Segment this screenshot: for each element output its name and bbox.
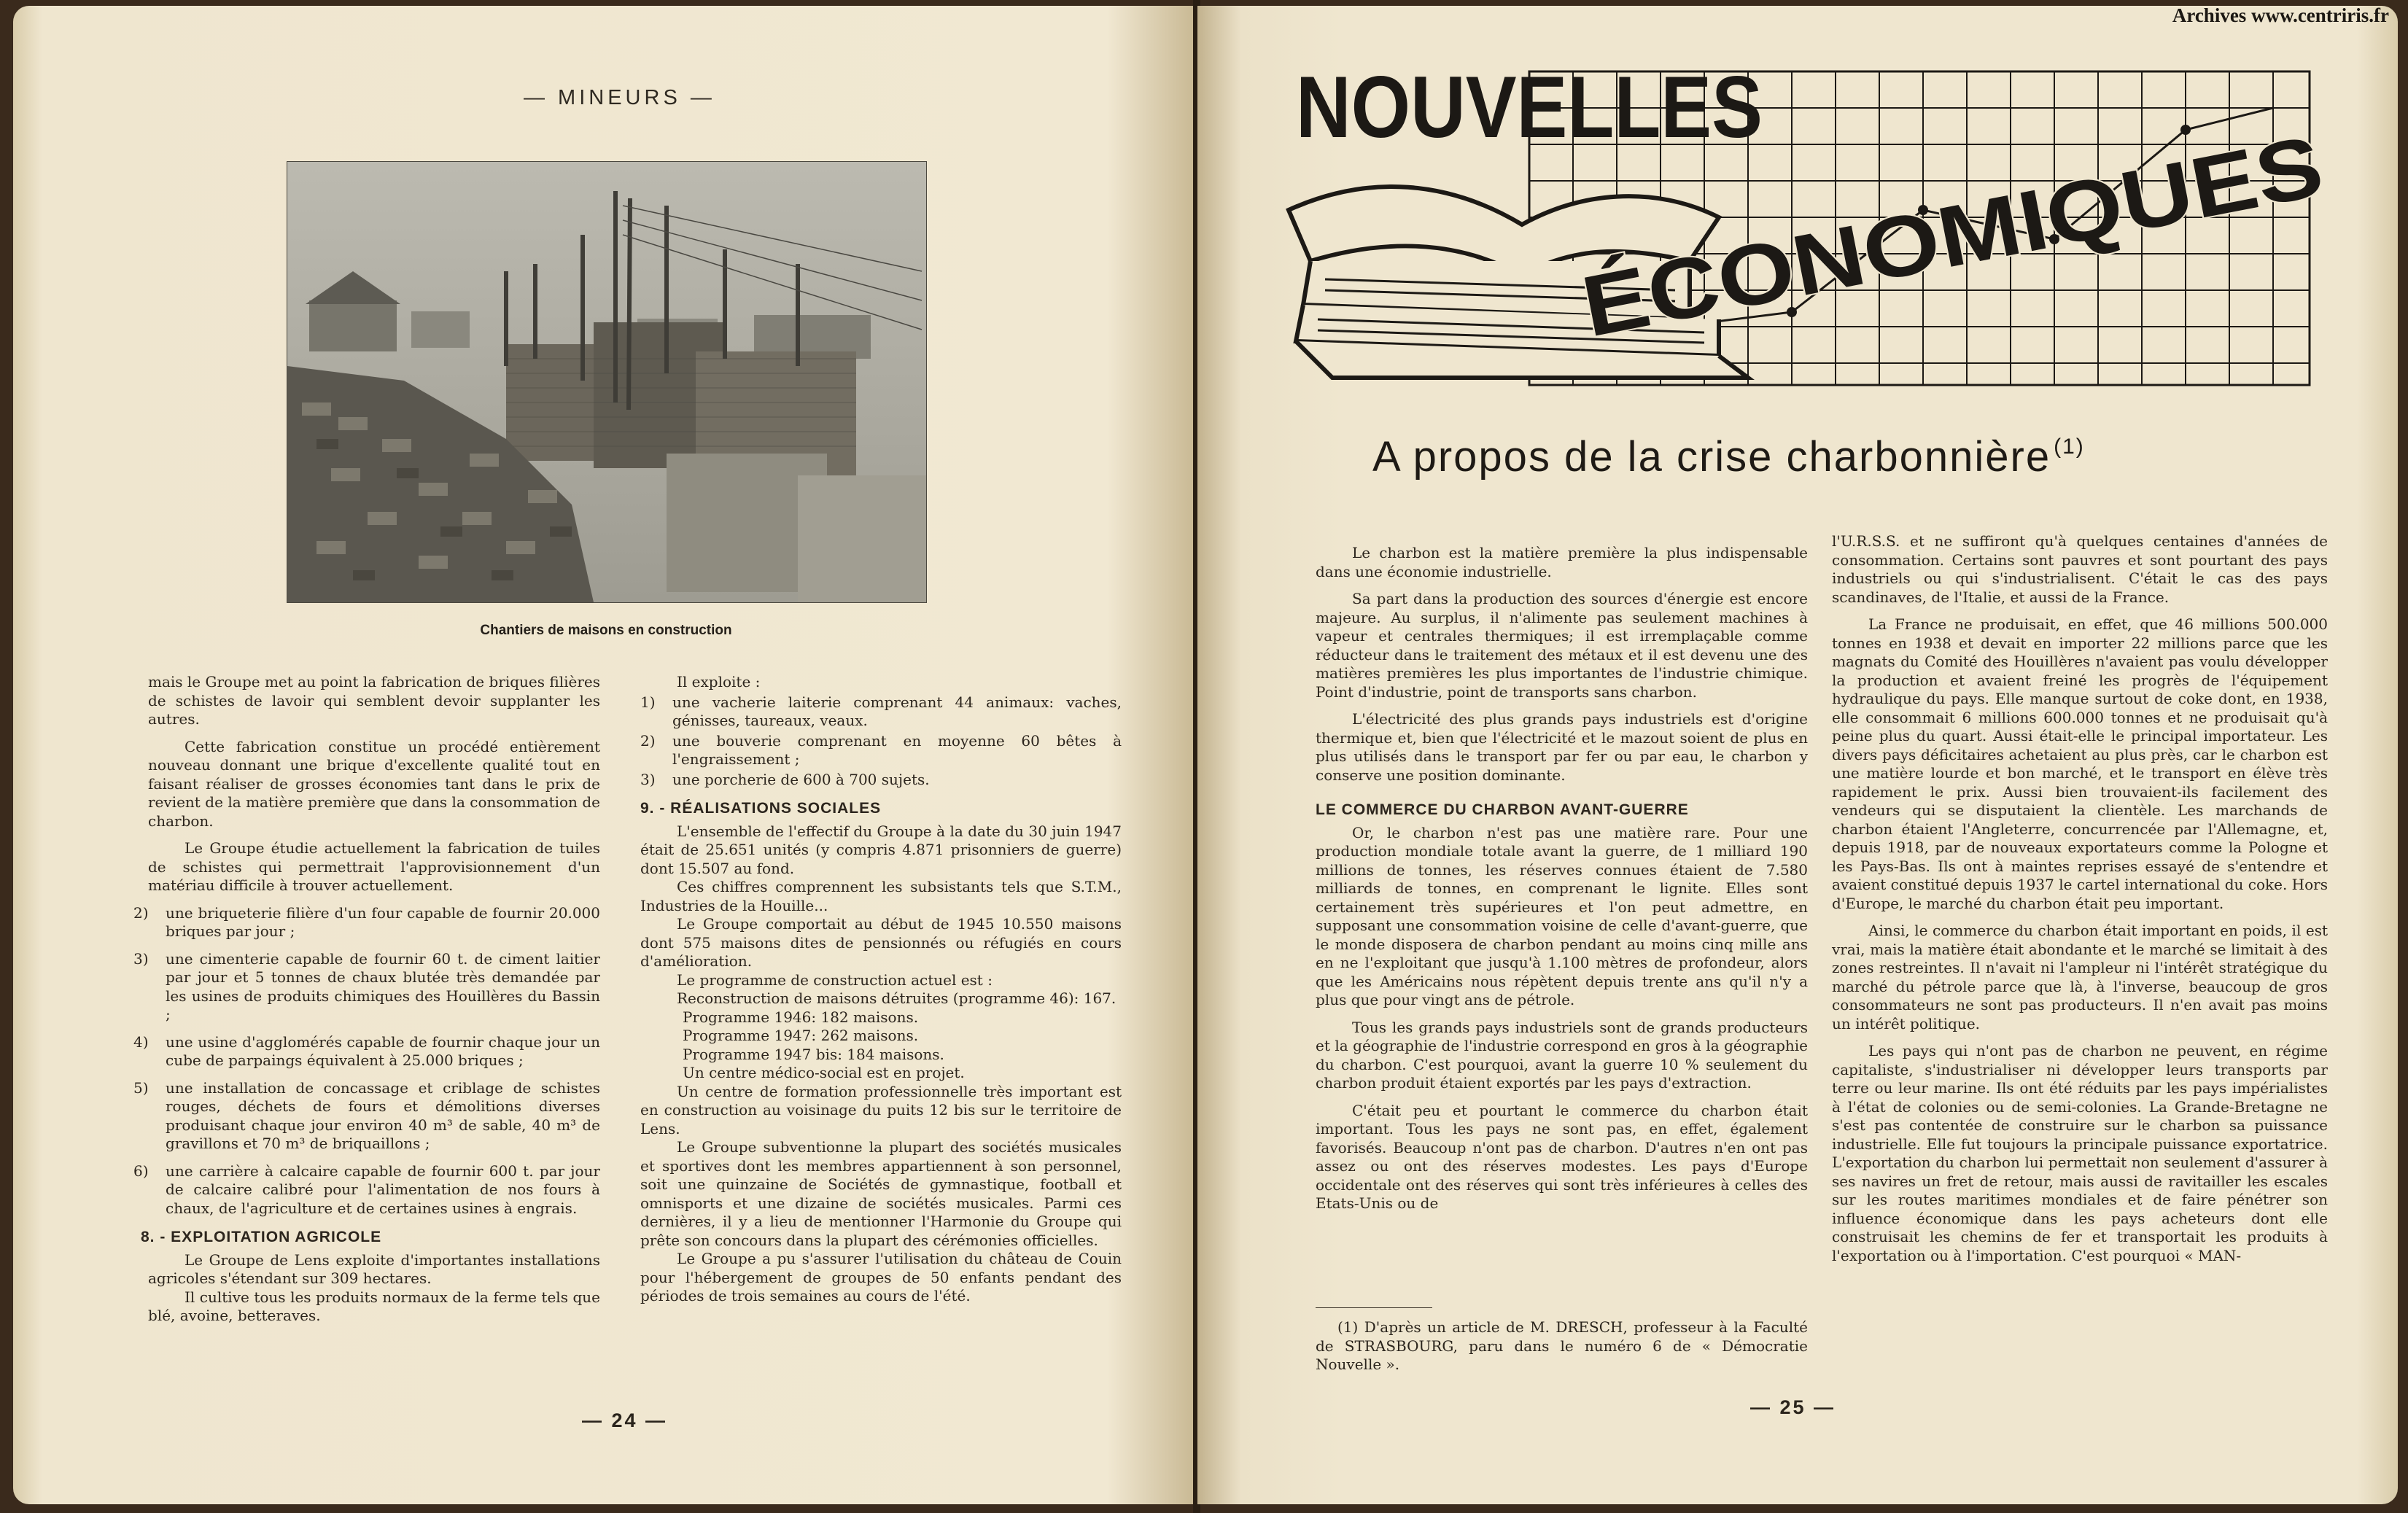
masthead-line-2: ÉCONOMIQUES	[1574, 136, 2237, 356]
article-title	[1372, 432, 2085, 481]
list-item: 2) une briqueterie filière d'un four capable de fournir 20.000 briques par jour ;	[133, 903, 600, 940]
program-line: Programme 1947 bis: 184 maisons.	[683, 1045, 944, 1063]
paragraph: Le programme de construction actuel est :	[677, 971, 993, 989]
paragraph: Il cultive tous les produits normaux de la ferme tels que blé, avoine, betteraves.	[148, 1288, 600, 1324]
paragraph: Le charbon est la matière première la plus indispensable dans une économie industrielle.	[1316, 544, 1808, 580]
paragraph: L'ensemble de l'effectif du Groupe à la date du 30 juin 1947 était de 25.651 unités (y compris 4.871 prisonniers de guerre) dont 15.507 au fond.	[640, 822, 1122, 877]
left-page	[13, 6, 1195, 1504]
paragraph: Or, le charbon n'est pas une matière rare. Pour une production mondiale totale avant la guerre, de 1 milliard 190 millions de tonnes, les réserves connues étaient de 7.580 milliards de tonnes, en comprenant le lignite. Elles sont certainement très supérieures et l'on peut admettre, en supposant une consommation voisine de celle d'avant-guerre, que le monde disposera de charbon pendant au moins cinq mille ans en ne l'exploitant que jusqu'à 1.100 mètres de profondeur, alors que les Américains nous répètent depuis trente ans qu'il n'y a plus que pour vingt ans de pétrole.	[1316, 823, 1808, 1008]
list-item: 3) une porcherie de 600 à 700 sujets.	[640, 770, 930, 788]
paragraph: L'électricité des plus grands pays industriels est d'origine thermique et, bien que l'électricité et le mazout soient de plus en plus utilisés dans le transport par fer ou par eau, le charbon y conserve une position dominante.	[1316, 710, 1808, 784]
paragraph: Le Groupe comportait au début de 1945 10.550 maisons dont 575 maisons dites de pensionnés ou réfugiés en cours d'amélioration.	[640, 915, 1122, 970]
paragraph: mais le Groupe met au point la fabrication de briques filières de schistes de lavoir qui semblent devoir supplanter les autres.	[148, 673, 600, 728]
page-number: — 25 —	[1750, 1396, 1836, 1418]
left-column-1	[133, 673, 600, 1326]
masthead	[1281, 28, 2331, 407]
masthead-line-1: NOUVELLES	[1296, 58, 1763, 156]
page-number: — 24 —	[582, 1409, 668, 1431]
list-item: 3) une cimenterie capable de fournir 60 t. de ciment laitier par jour et 5 tonnes de chaux blutée très demandée par les usines de produits chimiques des Houillères du Bassin ;	[133, 949, 600, 1023]
photo-caption: Chantiers de maisons en construction	[480, 623, 732, 638]
footnote-rule	[1316, 1307, 1432, 1308]
paragraph: Tous les grands pays industriels sont de grands producteurs et la géographie de l'industrie correspond en gros à la géographie du charbon. C'est pourquoi, avant la guerre 10 % seulement du charbon produit étaient exportés par les pays d'extraction.	[1316, 1018, 1808, 1092]
paragraph: Le Groupe étudie actuellement la fabrication de tuiles de schistes qui permettrait l'approvisionnement d'un matériau difficile à trouver actuellement.	[148, 839, 600, 894]
paragraph: Reconstruction de maisons détruites (programme 46): 167.	[677, 989, 1116, 1007]
footnote	[1316, 1318, 1808, 1374]
program-line: Un centre médico-social est en projet.	[683, 1064, 965, 1081]
running-head: — MINEURS —	[524, 86, 715, 109]
section-heading: 8. - EXPLOITATION AGRICOLE	[141, 1229, 382, 1245]
section-heading: 9. - RÉALISATIONS SOCIALES	[640, 800, 882, 817]
article-title-text: A propos de la crise charbonnière	[1372, 433, 2051, 481]
paragraph: Le Groupe a pu s'assurer l'utilisation du château de Couin pour l'hébergement de groupes de 50 enfants pendant des périodes de trois semaines au cours de l'été.	[640, 1250, 1122, 1304]
right-column-2	[1832, 532, 2328, 1265]
paragraph: Le Groupe subventionne la plupart des sociétés musicales et sportives dont les membres appartiennent à son personnel, soit une quinzaine de Sociétés de gymnastique, football et omnisports et une dizaine de sociétés musicales. Parmi ces dernières, il y a lieu de mentionner l'Harmonie du Groupe qui prête son concours dans la plupart des cérémonies officielles.	[640, 1138, 1122, 1249]
list-item: 4) une usine d'agglomérés capable de fournir chaque jour un cube de parpaings équivalent à 25.000 briques ;	[133, 1032, 600, 1069]
archive-credit: Archives www.centriris.fr	[2172, 4, 2389, 26]
paragraph: Les pays qui n'ont pas de charbon ne peuvent, en régime capitaliste, s'industrialiser ni développer leurs transports par terre ou leur marine. Ils ont été réduits par les pays impérialistes à l'état de colonies ou de semi-colonies. La Grande-Bretagne ne s'est pas contentée de construire sur le charbon sa puissance industrielle. Elle fut toujours la principale puissance exportatrice. L'exportation du charbon lui permettait non seulement d'assurer à ses navires un fret de retour, mais aussi de ravitailler les escales sur les routes maritimes mondiales et de faire pénétrer son influence économique dans les pays acheteurs dont elle construisait les chemins de fer et transportait les produits à l'exportation ou à l'importation. C'est pourquoi « MAN-	[1832, 1042, 2328, 1264]
list-item: 1) une vacherie laiterie comprenant 44 animaux: vaches, génisses, taureaux, veaux.	[640, 693, 1122, 729]
paragraph: Un centre de formation professionnelle très important est en construction au voisinage du puits 12 bis sur le territoire de Lens.	[640, 1082, 1122, 1137]
list-item: 6) une carrière à calcaire capable de fournir 600 t. par jour de calcaire calibré pour l'alimentation de nos fours à chaux, de l'agriculture et de certaines usines à engrais.	[133, 1162, 600, 1217]
paragraph: Cette fabrication constitue un procédé entièrement nouveau donnant une brique d'excellente qualité tout en faisant réaliser de grosses économies tant dans le prix de revient de la matière première que dans la consommation de charbon.	[148, 737, 600, 830]
footnote-text: (1) D'après un article de M. DRESCH, professeur à la Faculté de STRASBOURG, paru dans le numéro 6 de « Démocratie Nouvelle ».	[1316, 1318, 1808, 1373]
list-item: 2) une bouverie comprenant en moyenne 60 bêtes à l'engraissement ;	[640, 731, 1122, 768]
paragraph: Il exploite :	[677, 673, 761, 691]
section-heading: LE COMMERCE DU CHARBON AVANT-GUERRE	[1316, 801, 1689, 818]
paragraph: Ces chiffres comprennent les subsistants tels que S.T.M., Industries de la Houille...	[640, 878, 1122, 914]
paragraph: Ainsi, le commerce du charbon était important en poids, il est vrai, mais la matière était abondante et le marché se limitait à des zones restreintes. Il n'avait ni l'ampleur ni l'intérêt stratégique du marché du pétrole parce que là, à l'inverse, beaucoup de gros consommateurs ne sont pas producteurs. Il n'en avait pas moins un intérêt politique.	[1832, 922, 2328, 1032]
program-line: Programme 1947: 262 maisons.	[683, 1027, 919, 1044]
construction-photo	[287, 161, 927, 603]
list	[133, 904, 600, 1218]
paragraph: l'U.R.S.S. et ne suffiront qu'à quelques centaines d'années de consommation. Certains sont pauvres et sont pourtant des pays industriels ou qui s'industrialisent. C'était le cas des pays scandinaves, de l'Italie, et aussi de la France.	[1832, 532, 2328, 606]
right-page	[1197, 6, 2398, 1504]
paragraph: Sa part dans la production des sources d'énergie est encore majeure. Au surplus, il n'alimente pas seulement machines à vapeur et centrales thermiques; il est irremplaçable comme réducteur dans le traitement des métaux et il est devenu une des matières premières les plus importantes de l'industrie chimique. Point d'industrie, point de transports sans charbon.	[1316, 590, 1808, 701]
paragraph: La France ne produisait, en effet, que 46 millions 500.000 tonnes en 1938 et devait en importer 22 millions parce que les magnats du Comité des Houillères n'avaient pas voulu développer la production et avaient freiné les progrès de l'équipement hydraulique du pays. Elle manque surtout de coke dont, en 1938, elle consommait 6 millions 600.000 tonnes et ne produisait qu'à peine plus du quart. Aussi était-elle le principal importateur. Les divers pays déficitaires achetaient au plus près, car le charbon est une matière lourde et bon marché, et le transport en élève très rapidement le prix. Aussi bien trouvaient-ils facilement des vendeurs qui se disputaient la clientèle. Les marchands de charbon étaient l'Angleterre, concurrencée par l'Allemagne, et, depuis 1918, par de nouveaux exportateurs comme la Pologne et les Pays-Bas. Ils ont à maintes reprises essayé de s'entendre et avaient constitué depuis 1937 le cartel international du coke. Hors d'Europe, le marché du charbon était peu important.	[1832, 615, 2328, 912]
program-line: Programme 1946: 182 maisons.	[683, 1008, 919, 1026]
list	[640, 693, 1122, 790]
paragraph: C'était peu et pourtant le commerce du charbon était important. Tous les pays ne sont pas, en effet, également favorisés. Beaucoup n'ont pas de charbon. D'autres n'en ont pas assez ou ont des réserves modestes. Les pays d'Europe occidentale ont des réserves qui sont très inférieures à celles des Etats-Unis ou de	[1316, 1101, 1808, 1212]
list-item: 5) une installation de concassage et criblage de schistes rouges, déchets de fours et démolitions diverses produisant chaque jour environ 40 m³ de sable, 40 m³ de gravillons et 70 m³ de briquaillons ;	[133, 1078, 600, 1152]
right-column-1	[1316, 544, 1808, 1213]
paragraph: Le Groupe de Lens exploite d'importantes installations agricoles s'étendant sur 309 hectares.	[148, 1251, 600, 1287]
footnote-ref: (1)	[2054, 435, 2085, 459]
left-column-2	[640, 673, 1122, 1306]
